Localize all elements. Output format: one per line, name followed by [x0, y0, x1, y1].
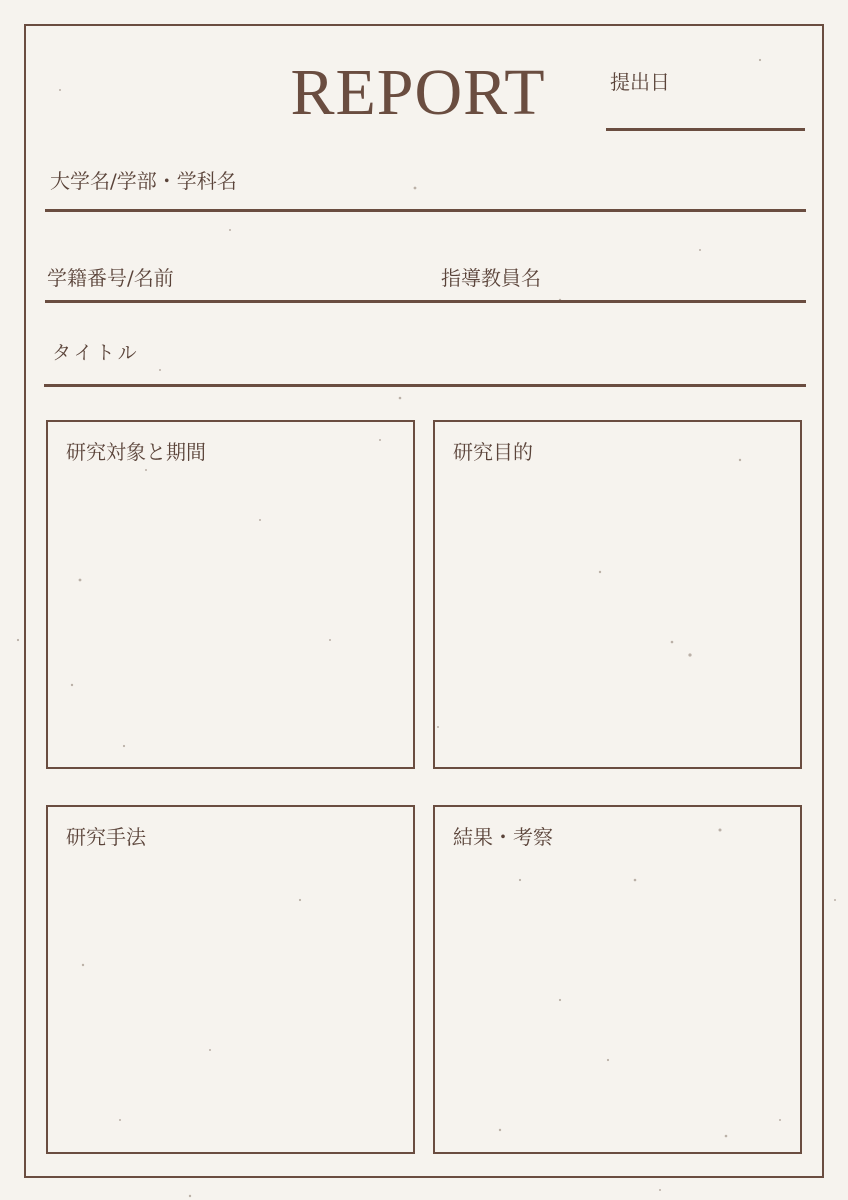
title-field-line[interactable] [44, 384, 806, 387]
section-results[interactable] [433, 805, 802, 1154]
section-results-label: 結果・考察 [453, 825, 553, 849]
section-purpose[interactable] [433, 420, 802, 769]
submission-date-line[interactable] [606, 128, 805, 131]
submission-date-label: 提出日 [610, 70, 670, 94]
title-field-label: タイトル [52, 342, 140, 364]
section-subject-period[interactable] [46, 420, 415, 769]
section-subject-period-label: 研究対象と期間 [66, 440, 206, 464]
student-label: 学籍番号/名前 [47, 266, 174, 290]
page-title: REPORT [290, 56, 546, 129]
advisor-label: 指導教員名 [441, 266, 541, 290]
student-advisor-line[interactable] [45, 300, 806, 303]
section-method-label: 研究手法 [66, 825, 146, 849]
section-purpose-label: 研究目的 [453, 440, 533, 464]
section-method[interactable] [46, 805, 415, 1154]
university-label: 大学名/学部・学科名 [50, 169, 237, 193]
university-line[interactable] [45, 209, 806, 212]
